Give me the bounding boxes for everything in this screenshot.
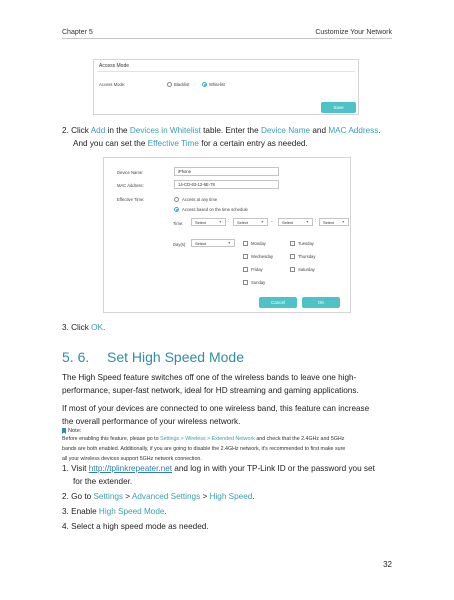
devices-in-whitelist-text: Devices in Whitelist (129, 126, 201, 135)
day-label: Tuesday (298, 241, 314, 246)
section-title: Set High Speed Mode (107, 349, 244, 365)
cancel-button[interactable]: Cancel (259, 297, 297, 308)
instruction-step-1 (62, 462, 402, 475)
colon-separator: : (315, 218, 317, 224)
text-fragment: and log in with your TP-Link ID or the password you set (172, 464, 375, 473)
text-fragment: Select a high speed mode as needed. (71, 522, 209, 531)
monday-checkbox[interactable] (243, 241, 248, 246)
text-fragment: for a certain entry as needed. (198, 139, 308, 148)
ok-button[interactable]: OK (302, 297, 340, 308)
settings-text: Settings (93, 492, 124, 501)
step-number: 4. (62, 522, 69, 531)
access-mode-panel (93, 59, 359, 115)
chevron-down-icon: ▼ (305, 220, 309, 224)
time-end-minute-select[interactable] (319, 218, 349, 226)
text-fragment: Before enabling this feature, please go to (62, 436, 161, 442)
wednesday-checkbox[interactable] (243, 254, 248, 259)
ok-text: OK (91, 323, 103, 332)
note-label: Note: (68, 428, 82, 434)
text-fragment: Go to (71, 492, 94, 501)
day-label: Saturday (298, 267, 315, 272)
access-schedule-radio[interactable] (174, 207, 179, 212)
days-select[interactable] (191, 239, 235, 247)
instruction-step-3 (62, 505, 167, 518)
effective-time-label: Effective Time: (117, 197, 145, 202)
mac-address-label: MAC Address: (117, 183, 144, 188)
effective-time-text: Effective Time (147, 139, 199, 148)
chapter-label: Chapter 5 (62, 29, 93, 36)
paragraph-2 (62, 402, 392, 428)
text-fragment: Visit (71, 464, 89, 473)
text-fragment: Click (71, 323, 92, 332)
day-label: Thursday (298, 254, 316, 259)
section-header-label: Customize Your Network (315, 29, 392, 36)
chevron-down-icon: ▼ (260, 220, 264, 224)
step-number: 2. (62, 492, 69, 501)
step-3-line (62, 321, 105, 334)
saturday-checkbox[interactable] (290, 267, 295, 272)
access-mode-title: Access Mode (99, 63, 130, 69)
device-entry-panel (103, 157, 351, 313)
time-label: Time: (173, 221, 184, 226)
sunday-checkbox[interactable] (243, 280, 248, 285)
bookmark-icon (62, 428, 66, 434)
instruction-step-4 (62, 520, 209, 533)
device-name-label: Device Name: (117, 170, 144, 175)
text-fragment: and (310, 126, 329, 135)
whitelist-radio[interactable] (202, 82, 207, 87)
text-fragment: . (252, 492, 255, 501)
step-number: 1. (62, 464, 69, 473)
text-fragment: Click (71, 126, 91, 135)
text-fragment: > (200, 492, 210, 501)
note-line-1 (62, 435, 392, 445)
text-fragment: and check that the 2.4GHz and 5GHz (254, 436, 345, 442)
whitelist-label: Whitelist (209, 82, 225, 87)
access-mode-label: Access Mode: (99, 82, 126, 87)
text-fragment: . (102, 323, 106, 332)
text-fragment: Enable (71, 507, 99, 516)
access-schedule-label: Access based on the time schedule (182, 207, 248, 212)
step-2-line-1 (62, 124, 402, 137)
paragraph-line: The High Speed feature switches off one of the wireless bands to leave one high- (62, 373, 357, 382)
page-number: 32 (383, 560, 392, 569)
select-text: Select (195, 240, 207, 246)
note-line-2: bands are both enabled. Additionally, if you are going to disable the 2.4GHz network, it's recommended to first make sure (62, 445, 346, 452)
text-fragment: in the (105, 126, 130, 135)
instruction-step-1-cont: for the extender. (73, 477, 133, 486)
days-label: Day(s): (173, 242, 187, 247)
thursday-checkbox[interactable] (290, 254, 295, 259)
chevron-down-icon: ▼ (218, 220, 222, 224)
header-divider (62, 38, 392, 39)
step-number: 3. (62, 507, 69, 516)
step-2-line-2 (73, 137, 403, 150)
add-link-text: Add (90, 126, 106, 135)
colon-separator: : (228, 218, 230, 224)
mac-address-text: MAC Address (328, 126, 379, 135)
day-label: Monday (251, 241, 266, 246)
advanced-settings-text: Advanced Settings (131, 492, 201, 501)
text-fragment: table. Enter the (200, 126, 261, 135)
select-text: Select (237, 219, 249, 225)
access-any-time-radio[interactable] (174, 197, 179, 202)
high-speed-mode-text: High Speed Mode (98, 507, 165, 516)
device-name-text: Device Name (260, 126, 311, 135)
paragraph-line: the overall performance of your wireless network. (62, 417, 241, 426)
save-button[interactable]: Save (321, 102, 356, 113)
select-text: Select (323, 219, 335, 225)
tuesday-checkbox[interactable] (290, 241, 295, 246)
step-number: 2. (62, 126, 69, 135)
paragraph-1 (62, 371, 392, 397)
note-header (62, 427, 392, 435)
section-number: 5. 6. (62, 349, 90, 365)
day-label: Friday (251, 267, 263, 272)
chevron-down-icon: ▼ (227, 241, 231, 245)
paragraph-line: performance, super-fast network, ideal for HD streaming and gaming applications. (62, 386, 359, 395)
text-fragment: . (164, 507, 167, 516)
dash-separator: - (271, 219, 273, 225)
chevron-down-icon: ▼ (341, 220, 345, 224)
tplinkrepeater-link[interactable]: http://tplinkrepeater.net (88, 464, 173, 473)
time-start-minute-select[interactable] (233, 218, 268, 226)
select-text: Select (282, 219, 294, 225)
device-name-input[interactable]: iPhone (174, 167, 279, 176)
day-label: Wednesday (251, 254, 274, 259)
paragraph-line: If most of your devices are connected to one wireless band, this feature can increase (62, 404, 370, 413)
extended-network-path: Settings > Wireless > Extended Network (160, 436, 255, 442)
panel-divider (97, 71, 355, 72)
day-label: Sunday (251, 280, 266, 285)
text-fragment: . (378, 126, 381, 135)
select-text: Select (195, 219, 207, 225)
text-fragment: And you can set the (73, 139, 148, 148)
access-any-time-label: Access at any time (182, 197, 218, 202)
time-start-hour-select[interactable] (191, 218, 226, 226)
high-speed-text: High Speed (209, 492, 253, 501)
mac-address-input[interactable]: 14-CD-63-12-6E-78 (174, 180, 279, 189)
note-line-3: all your wireless devices support 5GHz network connection. (62, 455, 202, 462)
blacklist-radio[interactable] (167, 82, 172, 87)
friday-checkbox[interactable] (243, 267, 248, 272)
text-fragment: > (123, 492, 132, 501)
blacklist-label: Blacklist (174, 82, 190, 87)
step-number: 3. (62, 323, 69, 332)
instruction-step-2 (62, 490, 255, 503)
time-end-hour-select[interactable] (278, 218, 313, 226)
note-block (62, 427, 392, 464)
